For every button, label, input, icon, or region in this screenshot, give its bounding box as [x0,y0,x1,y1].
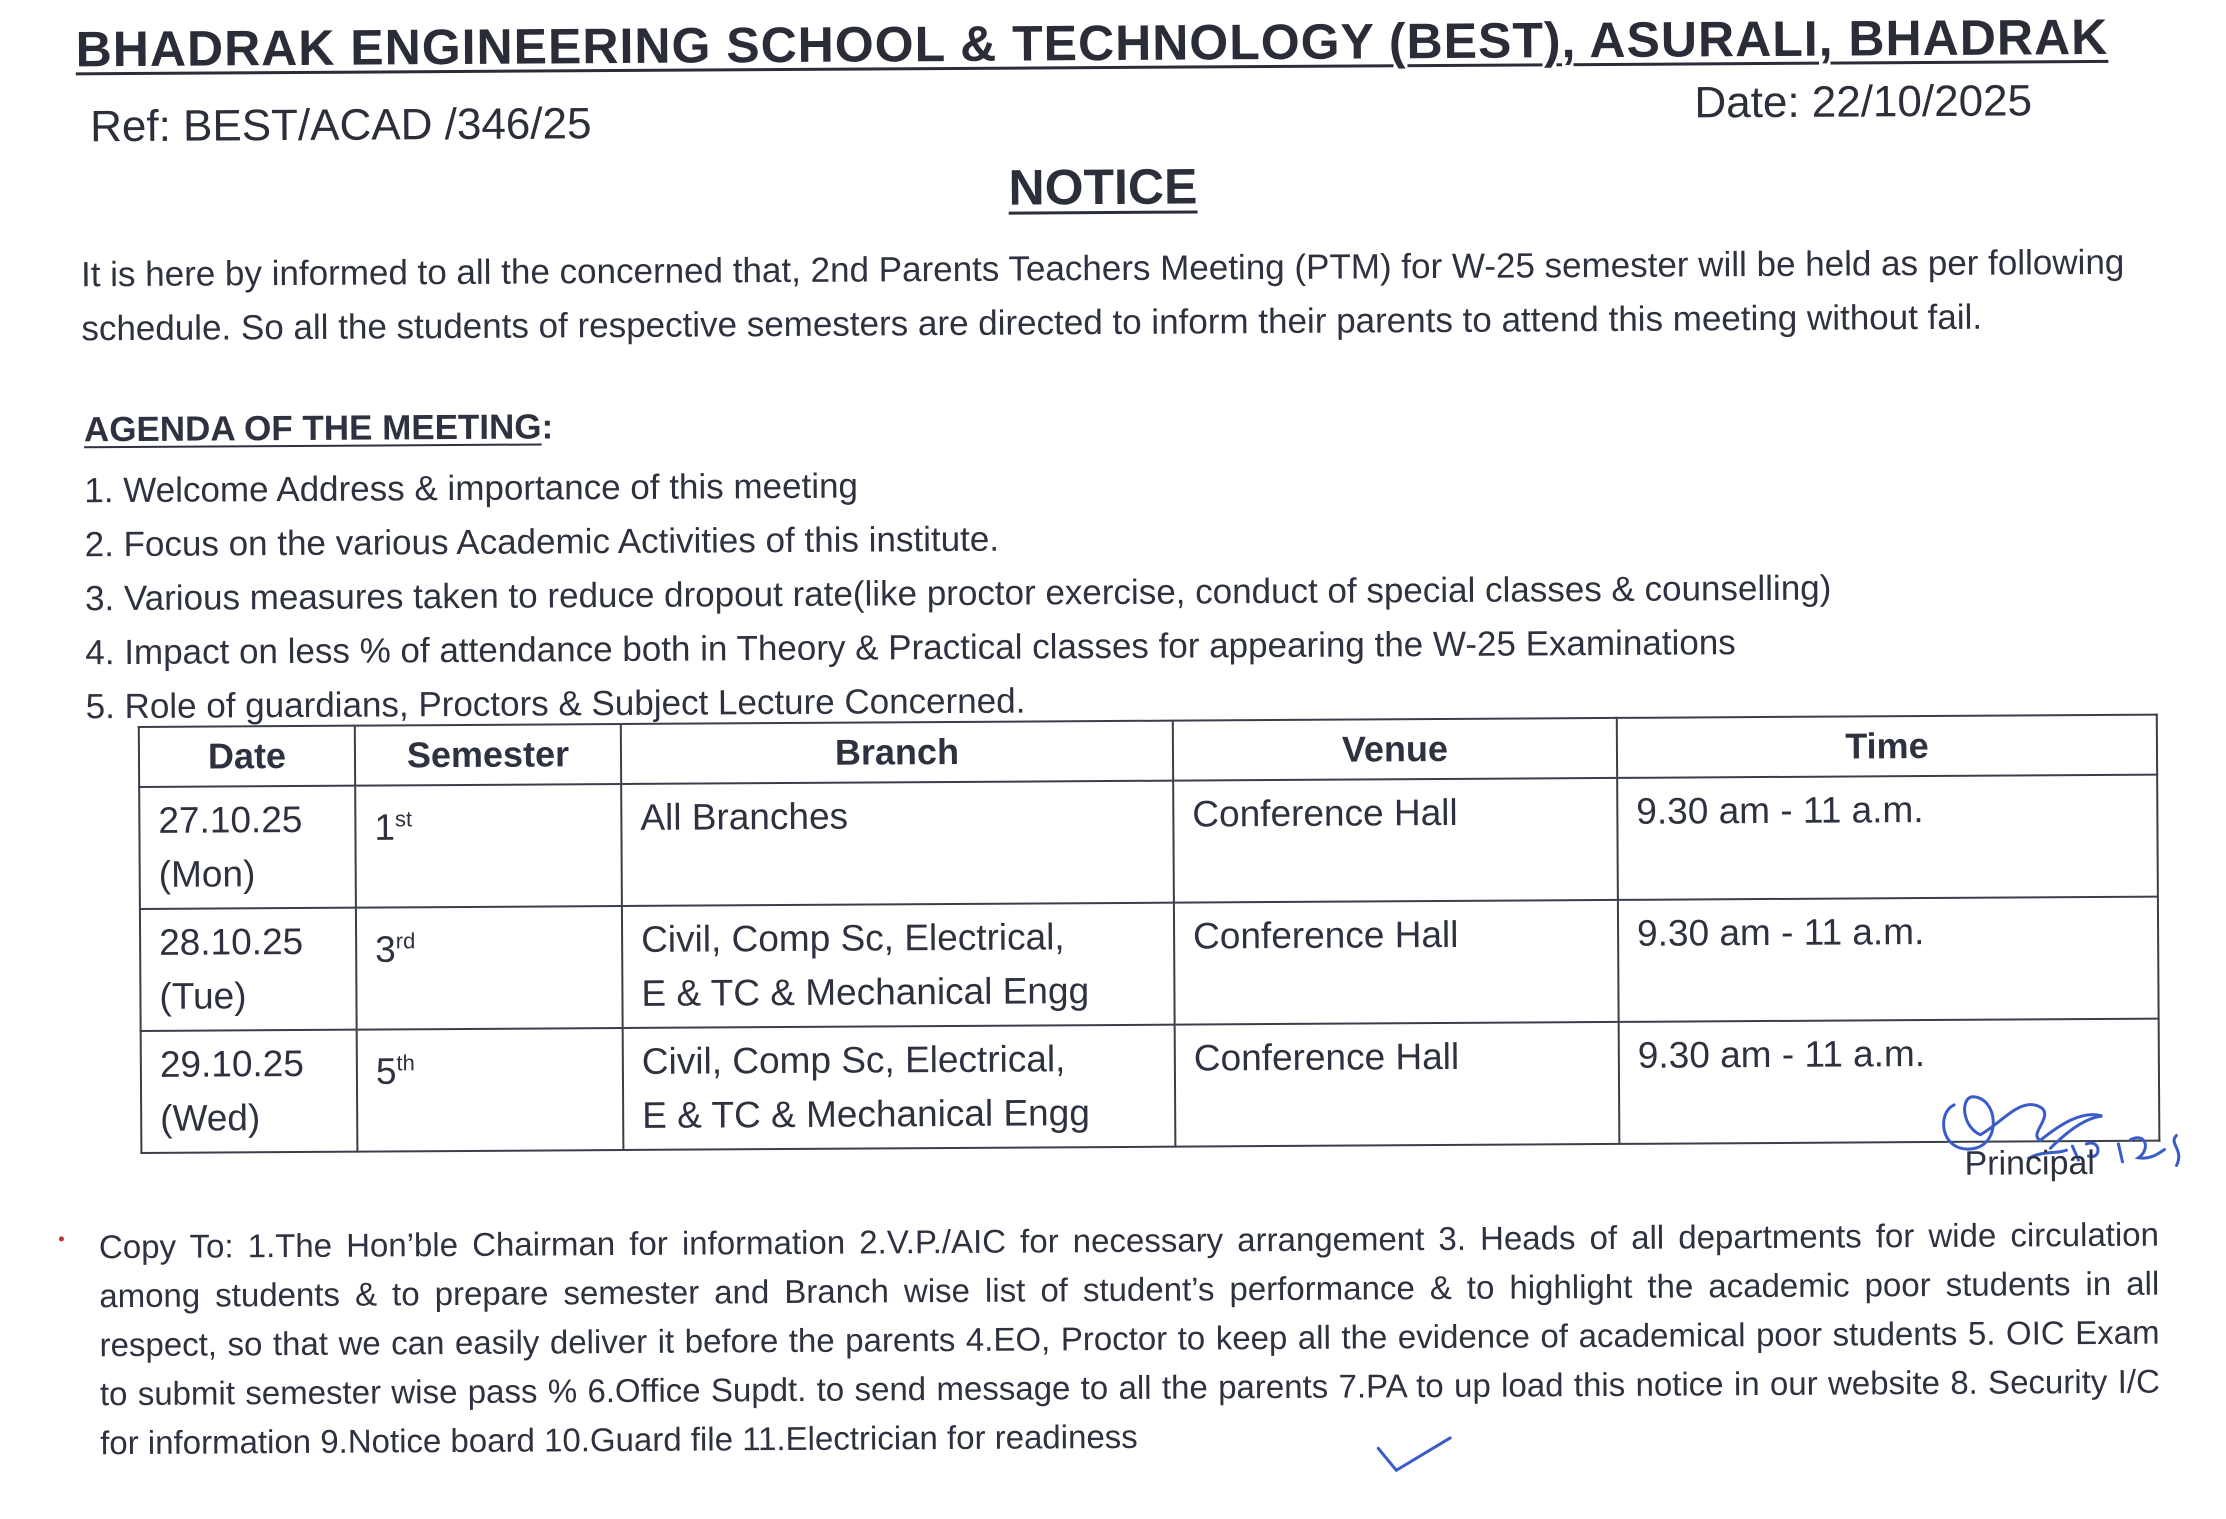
notice-date: Date: 22/10/2025 [1694,76,2033,128]
cell-venue: Conference Hall [1175,1022,1620,1147]
row-branch-line2: E & TC & Mechanical Engg [641,970,1090,1014]
row-date: 28.10.25 [158,920,304,963]
row-branch-line2: E & TC & Mechanical Engg [642,1092,1090,1136]
row-branch-line1: All Branches [640,795,849,838]
cell-time: 9.30 am - 11 a.m. [1617,775,2158,900]
cell-semester [356,906,623,1030]
cell-branch [623,1025,1176,1150]
table-row [141,1019,2160,1153]
header-venue: Venue [1173,718,1617,781]
row-branch-line1: Civil, Comp Sc, Electrical, [641,1038,1066,1082]
header-time: Time [1617,715,2157,778]
header-semester: Semester [355,724,621,786]
cell-venue: Conference Hall [1173,778,1618,903]
table-row [139,775,2158,909]
header-branch: Branch [621,721,1173,784]
cell-date [140,908,357,1031]
cell-semester [355,784,622,908]
cell-date [141,1030,358,1153]
schedule-table [138,714,2161,1154]
reference-number: Ref: BEST/ACAD /346/25 [89,99,592,152]
cell-time: 9.30 am - 11 a.m. [1619,1019,2160,1144]
row-semester-suffix: rd [395,928,416,954]
agenda-item: 3. Various measures taken to reduce dropout rate(like proctor exercise, conduct of special classes & counselling) [84,568,1832,619]
ink-dot [59,1236,64,1241]
row-semester-suffix: st [394,806,413,832]
cell-date [139,786,356,909]
row-date: 27.10.25 [158,798,303,841]
cell-branch [621,781,1174,906]
row-semester-suffix: th [396,1050,415,1076]
notice-intro: It is here by informed to all the concerned that, 2nd Parents Teachers Meeting (PTM) for W-25 semester will be held as per following schedule. So all the students of respective semesters are directed to inform their parents to attend this meeting without fail. [80,242,2125,349]
notice-heading: NOTICE [1008,158,1198,216]
agenda-item: 5. Role of guardians, Proctors & Subject Lecture Concerned. [85,681,1026,727]
header-date: Date [139,726,355,787]
row-day: (Mon) [158,853,256,895]
agenda-heading-colon: : [541,407,554,447]
cell-semester [357,1028,624,1152]
row-branch-line1: Civil, Comp Sc, Electrical, [640,916,1065,960]
cell-time: 9.30 am - 11 a.m. [1618,897,2159,1022]
row-semester: 5 [375,1050,397,1092]
row-semester: 1 [374,806,396,848]
agenda-item: 4. Impact on less % of attendance both in Theory & Practical classes for appearing the W-25 Examinations [85,623,1736,673]
copy-to-list: Copy To: 1.The Hon’ble Chairman for information 2.V.P./AIC for necessary arrangement 3. Heads of all departments for wide circulation among students & to prepare semester and Branch wise list of student’s performance & to highlight the academic poor students in all respect, so that we can easily deliver it before the parents 4.EO, Proctor to keep all the evidence of academical poor students 5. OIC Exam to submit semester wise pass % 6.Office Supdt. to send message to all the parents 7.PA to up load this notice in our website 8. Security I/C for information 9.Notice board 10.Guard file 11.Electrician for readiness [98,1215,2160,1462]
table-row [140,897,2159,1031]
agenda-list [84,452,2166,735]
row-date: 29.10.25 [159,1042,305,1085]
row-day: (Tue) [159,975,247,1017]
check-mark-icon [1374,1434,1454,1474]
cell-branch [622,903,1175,1028]
agenda-item: 2. Focus on the various Academic Activities of this institute. [84,519,1000,565]
principal-label: Principal [1964,1144,2096,1183]
agenda-heading-text: AGENDA OF THE MEETING [83,407,542,450]
row-semester: 3 [375,928,396,970]
agenda-item: 1. Welcome Address & importance of this meeting [84,466,859,511]
row-day: (Wed) [160,1097,261,1139]
agenda-heading [84,407,554,450]
institution-title: BHADRAK ENGINEERING SCHOOL & TECHNOLOGY (BEST), ASURALI, BHADRAK [75,8,2109,78]
cell-venue: Conference Hall [1174,900,1619,1025]
